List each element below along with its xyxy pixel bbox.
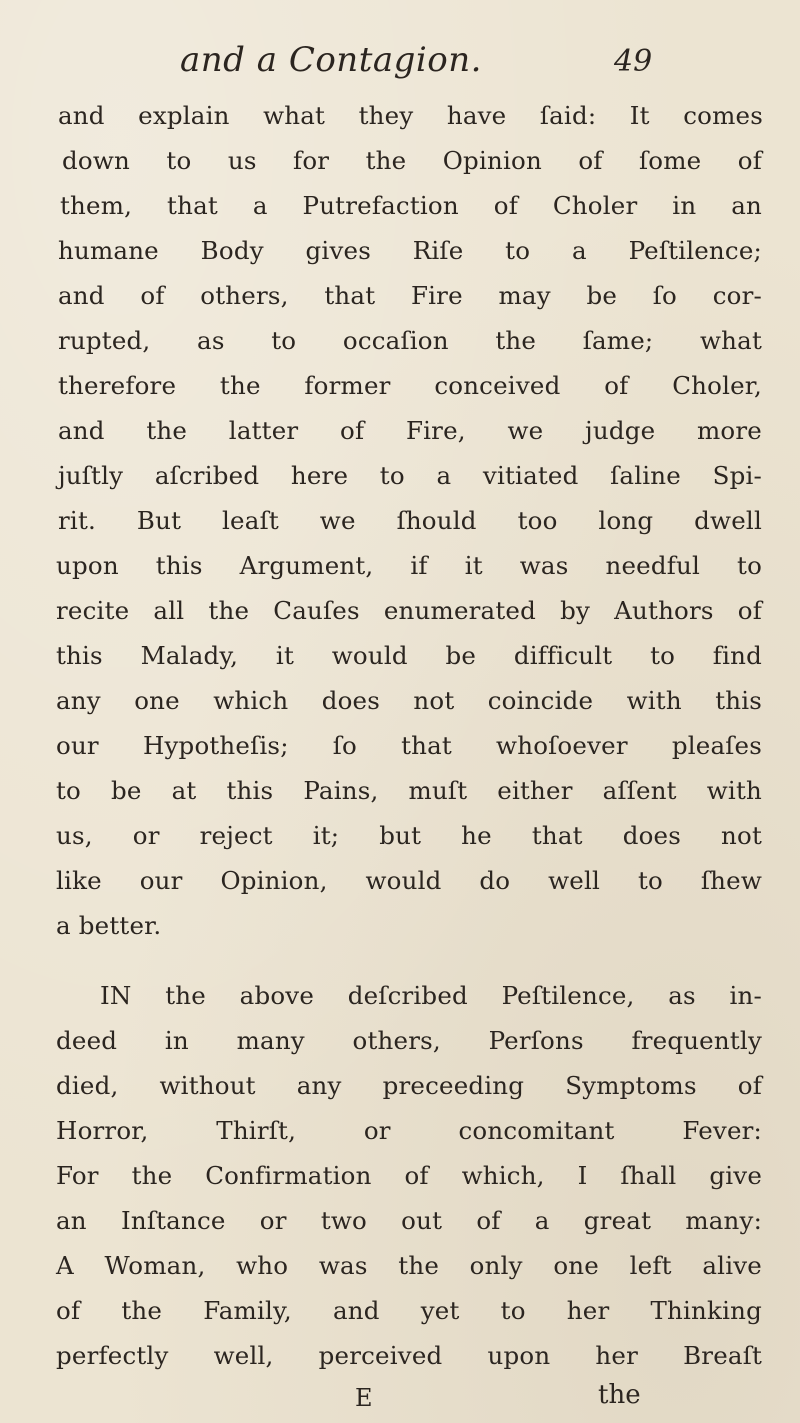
text-line: therefore the former conceived of Choler, [58, 371, 763, 400]
text-line: For the Confirmation of which, I ſhall give [56, 1161, 763, 1190]
text-line: our Hypotheſis; ſo that whoſoever pleaſes [56, 731, 763, 760]
catchword: the [598, 1380, 641, 1410]
text-line: to be at this Pains, muſt either aſſent with [56, 776, 762, 805]
running-head: and a Contagion. [180, 40, 482, 80]
text-line: and explain what they have ſaid: It comes [58, 101, 763, 130]
text-line: upon this Argument, if it was needful to [56, 551, 763, 580]
signature-mark: E [355, 1384, 373, 1412]
text-line: IN the above deſcribed Peſtilence, as in- [100, 981, 763, 1010]
text-line: and the latter of Fire, we judge more [58, 416, 762, 445]
text-line: any one which does not coincide with this [56, 686, 763, 715]
text-line: of the Family, and yet to her Thinking [56, 1296, 762, 1325]
text-line: and of others, that Fire may be ſo cor- [58, 281, 762, 310]
text-line: rit. But leaſt we ſhould too long dwell [58, 506, 763, 535]
text-line: deed in many others, Perſons frequently [56, 1026, 762, 1055]
text-line: Horror, Thirſt, or concomitant Fever: [56, 1116, 763, 1145]
text-line: us, or reject it; but he that does not [56, 821, 763, 850]
text-line: A Woman, who was the only one left alive [56, 1251, 762, 1280]
text-line: died, without any preceeding Symptoms of [56, 1071, 762, 1100]
page-number: 49 [614, 44, 653, 79]
text-line: down to us for the Opinion of ſome of [62, 146, 763, 175]
text-line: humane Body gives Riſe to a Peſtilence; [58, 236, 762, 265]
text-line: this Malady, it would be difficult to find [56, 641, 762, 670]
text-line: recite all the Cauſes enumerated by Authors of [56, 596, 763, 625]
text-line: rupted, as to occaſion the ſame; what [58, 326, 763, 355]
text-line: perfectly well, perceived upon her Breaſt [56, 1341, 763, 1370]
text-line: like our Opinion, would do well to ſhew [56, 866, 762, 895]
text-line: them, that a Putrefaction of Choler in an [60, 191, 762, 220]
text-line: a better. [56, 911, 162, 940]
text-line: an Inſtance or two out of a great many: [56, 1206, 763, 1235]
text-line: juſtly aſcribed here to a vitiated ſaline Spi- [58, 461, 762, 490]
